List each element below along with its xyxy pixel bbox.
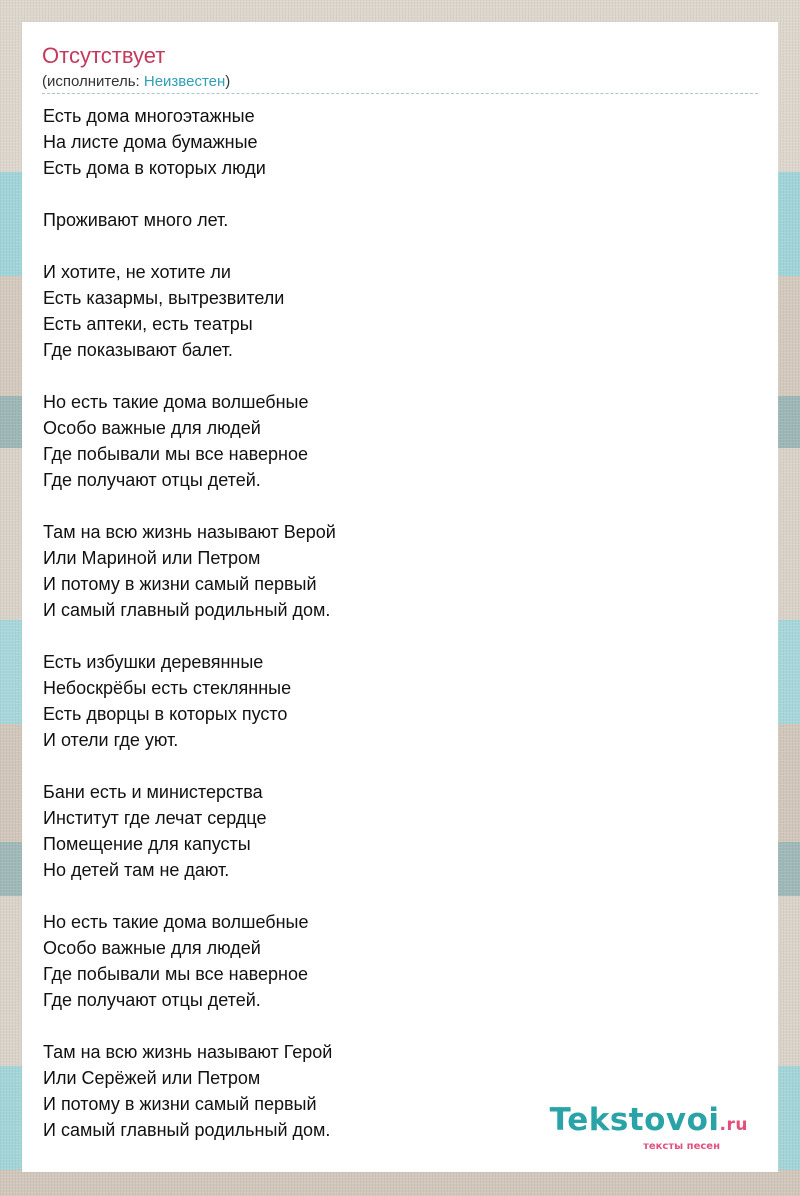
stanza-gap — [43, 363, 743, 389]
stanza-gap — [43, 181, 743, 207]
lyric-line: Есть дома в которых люди — [43, 158, 266, 178]
lyric-line: И потому в жизни самый первый — [43, 1094, 317, 1114]
stanza-gap — [43, 623, 743, 649]
byline-suffix: ) — [225, 73, 231, 90]
logo-name: Tekstovoi — [549, 1102, 720, 1138]
stanza-gap — [43, 493, 743, 519]
logo-tld: .ru — [719, 1115, 748, 1135]
lyric-line: Где получают отцы детей. — [43, 470, 261, 490]
lyric-line: Есть дворцы в которых пусто — [43, 704, 288, 724]
stanza-gap — [43, 233, 743, 259]
logo-wordmark — [550, 1104, 748, 1141]
stanza-gap — [43, 753, 743, 779]
lyric-line: Помещение для капусты — [43, 834, 251, 854]
lyric-line: И самый главный родильный дом. — [43, 600, 331, 620]
lyric-line: Есть аптеки, есть театры — [43, 314, 253, 334]
lyric-line: И самый главный родильный дом. — [43, 1120, 331, 1140]
title-divider — [42, 93, 758, 94]
lyric-line: Где получают отцы детей. — [43, 990, 261, 1010]
lyric-line: Есть дома многоэтажные — [43, 106, 255, 126]
lyric-line: Где показывают балет. — [43, 340, 233, 360]
logo-tagline: тексты песен — [643, 1141, 720, 1152]
lyric-line: И хотите, не хотите ли — [43, 262, 231, 282]
lyric-line: Или Мариной или Петром — [43, 548, 261, 568]
stanza-gap — [43, 883, 743, 909]
site-logo — [550, 1104, 748, 1152]
lyric-line: Институт где лечат сердце — [43, 808, 267, 828]
lyric-line: Там на всю жизнь называют Герой — [43, 1042, 333, 1062]
lyric-line: Но есть такие дома волшебные — [43, 392, 309, 412]
lyric-line: Проживают много лет. — [43, 210, 229, 230]
lyric-line: И потому в жизни самый первый — [43, 574, 317, 594]
lyric-line: Или Серёжей или Петром — [43, 1068, 261, 1088]
lyrics-card — [22, 22, 778, 1172]
byline-prefix: (исполнитель: — [42, 73, 144, 90]
lyric-line: Там на всю жизнь называют Верой — [43, 522, 336, 542]
lyric-line: Но детей там не дают. — [43, 860, 230, 880]
lyric-line: Бани есть и министерства — [43, 782, 263, 802]
song-title: Отсутствует — [42, 43, 166, 68]
lyric-line: Особо важные для людей — [43, 938, 261, 958]
lyric-line: Где побывали мы все наверное — [43, 964, 308, 984]
lyric-line: Особо важные для людей — [43, 418, 261, 438]
lyric-line: На листе дома бумажные — [43, 132, 258, 152]
lyric-line: Есть избушки деревянные — [43, 652, 264, 672]
artist-byline — [42, 73, 230, 91]
stanza-gap — [43, 1013, 743, 1039]
lyric-line: Есть казармы, вытрезвители — [43, 288, 285, 308]
lyric-line: Где побывали мы все наверное — [43, 444, 308, 464]
artist-link[interactable]: Неизвестен — [143, 73, 226, 90]
lyrics-text — [43, 103, 743, 1143]
lyric-line: И отели где уют. — [43, 730, 179, 750]
lyric-line: Но есть такие дома волшебные — [43, 912, 309, 932]
lyric-line: Небоскрёбы есть стеклянные — [43, 678, 292, 698]
